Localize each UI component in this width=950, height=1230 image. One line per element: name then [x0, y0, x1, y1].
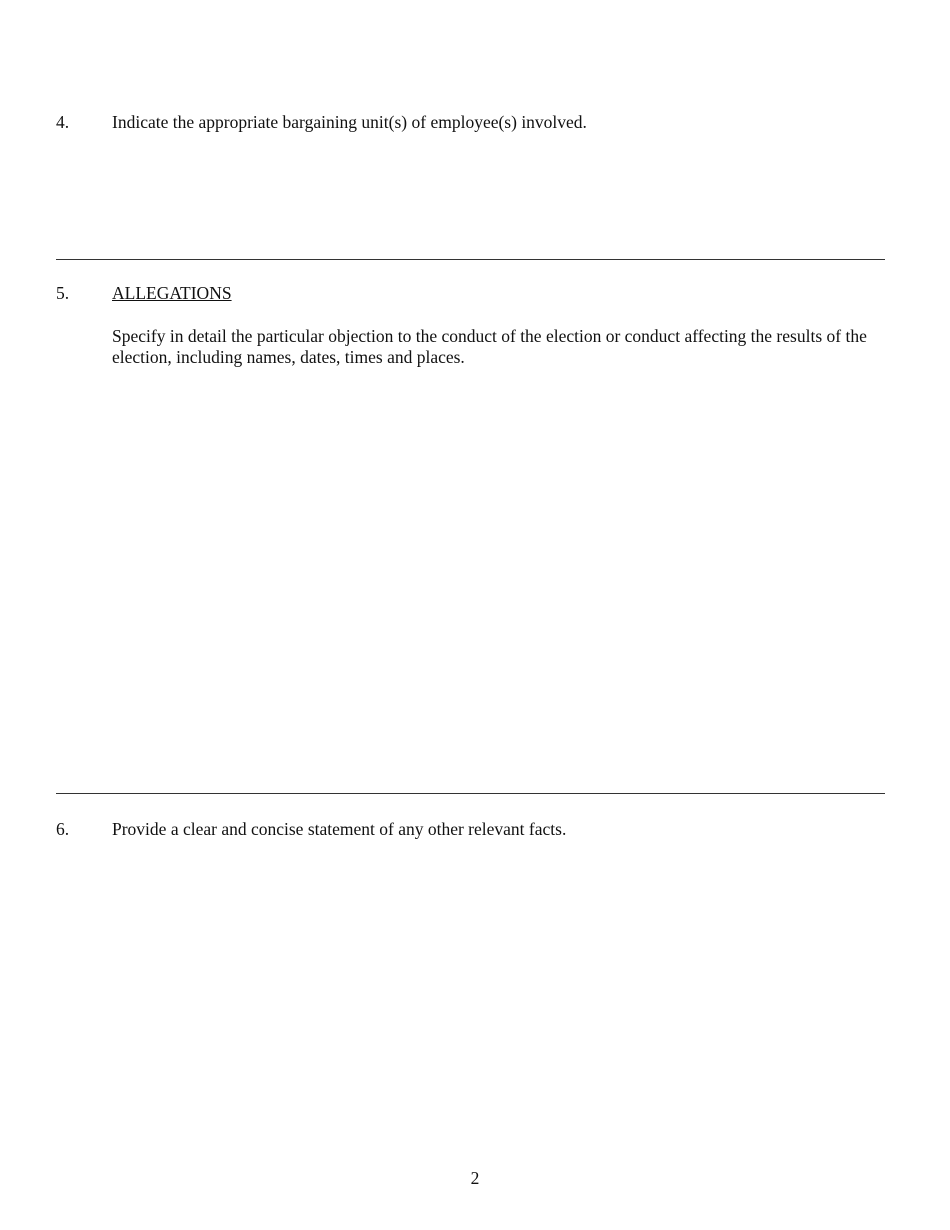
section-4-number: 4. [56, 112, 70, 132]
section-5 [56, 283, 890, 304]
section-6-number: 6. [56, 819, 70, 839]
section-5-body [56, 326, 892, 368]
section-5-heading: ALLEGATIONS [112, 283, 232, 303]
divider-2 [56, 793, 885, 794]
section-6 [56, 819, 890, 840]
section-6-text: Provide a clear and concise statement of any other relevant facts. [112, 819, 567, 839]
divider-1 [56, 259, 885, 260]
section-5-number: 5. [56, 283, 70, 303]
section-5-text: Specify in detail the particular objection to the conduct of the election or conduct affecting the results of the election, including names, dates, times and places. [112, 326, 867, 367]
section-4-text: Indicate the appropriate bargaining unit(s) of employee(s) involved. [112, 112, 587, 132]
section-4 [56, 112, 890, 133]
page-number: 2 [470, 1168, 480, 1188]
